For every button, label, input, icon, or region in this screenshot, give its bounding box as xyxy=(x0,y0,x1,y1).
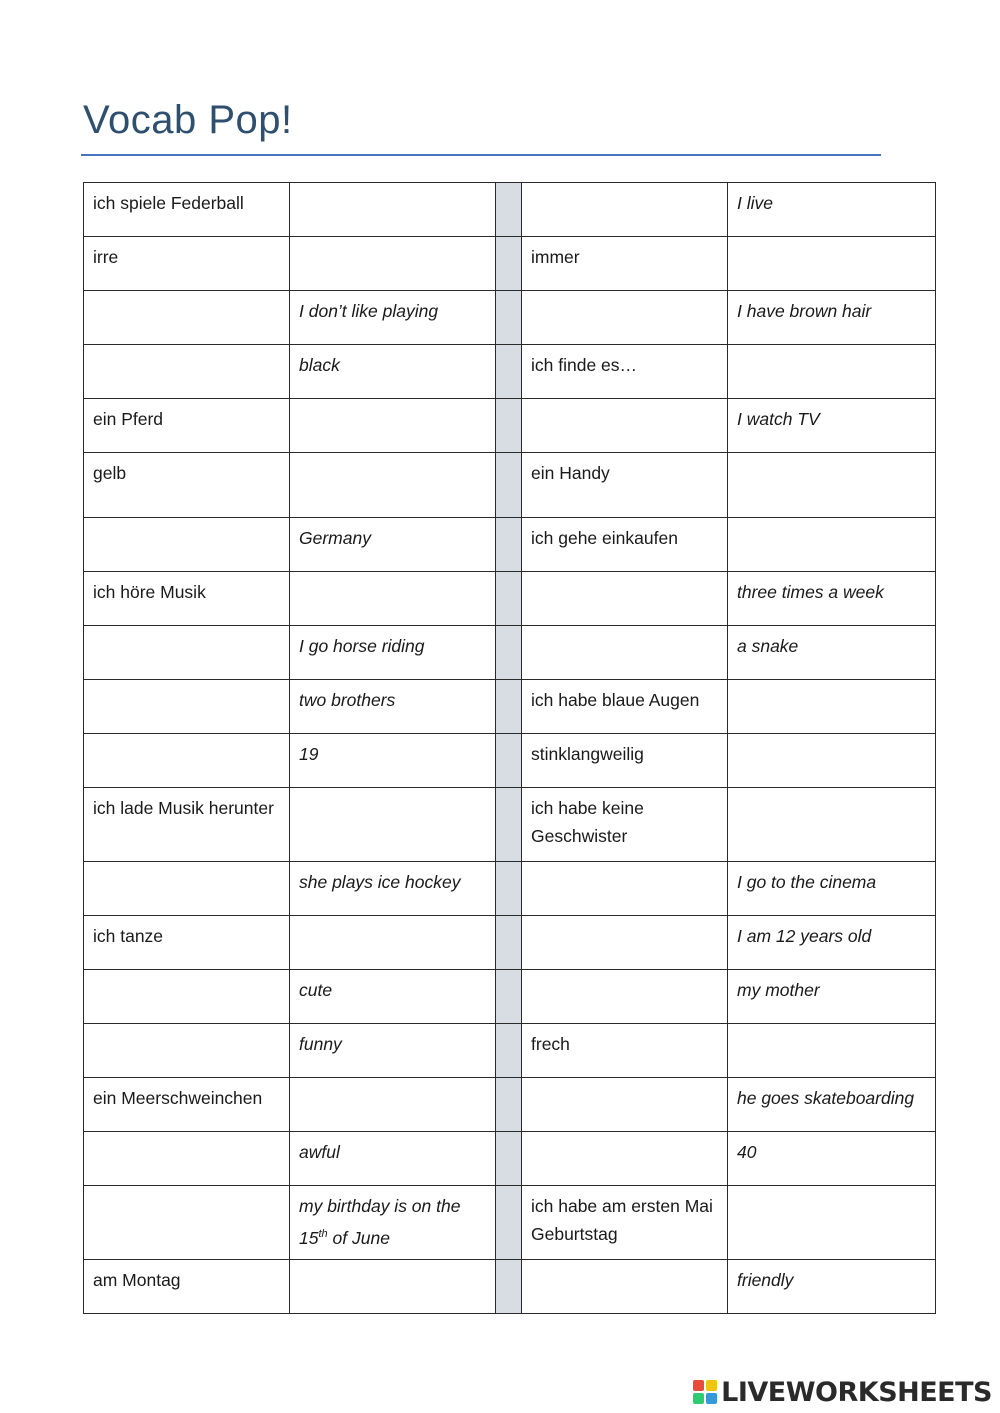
german-cell-left xyxy=(84,345,290,399)
divider-cell xyxy=(496,399,522,453)
cell-text: ein Pferd xyxy=(93,409,164,429)
english-cell-right xyxy=(728,788,936,862)
english-cell-left xyxy=(290,970,496,1024)
divider-cell xyxy=(496,291,522,345)
cell-text: stinklangweilig xyxy=(531,744,644,764)
table-row xyxy=(84,862,936,916)
german-cell-right xyxy=(522,626,728,680)
table-row xyxy=(84,572,936,626)
cell-text: funny xyxy=(299,1034,342,1054)
table-row xyxy=(84,399,936,453)
english-cell-right xyxy=(728,453,936,518)
english-cell-left xyxy=(290,1078,496,1132)
table-row xyxy=(84,237,936,291)
liveworksheets-logo xyxy=(693,1377,992,1407)
divider-cell xyxy=(496,626,522,680)
table-row xyxy=(84,345,936,399)
english-cell-left xyxy=(290,183,496,237)
divider-cell xyxy=(496,572,522,626)
divider-cell xyxy=(496,680,522,734)
english-cell-right xyxy=(728,1078,936,1132)
english-cell-left xyxy=(290,1186,496,1260)
table-row xyxy=(84,1078,936,1132)
german-cell-left xyxy=(84,572,290,626)
cell-text: friendly xyxy=(737,1270,794,1290)
german-cell-left xyxy=(84,237,290,291)
cell-text: she plays ice hockey xyxy=(299,872,461,892)
german-cell-right xyxy=(522,399,728,453)
german-cell-right xyxy=(522,788,728,862)
german-cell-left xyxy=(84,1260,290,1314)
german-cell-right xyxy=(522,237,728,291)
cell-text: ich höre Musik xyxy=(93,582,206,602)
english-cell-left xyxy=(290,237,496,291)
english-cell-left xyxy=(290,291,496,345)
cell-text: a snake xyxy=(737,636,799,656)
german-cell-right xyxy=(522,291,728,345)
german-cell-right xyxy=(522,1078,728,1132)
table-row xyxy=(84,680,936,734)
cell-text: I am 12 years old xyxy=(737,926,872,946)
ordinal-suffix: th xyxy=(318,1228,328,1240)
english-cell-right xyxy=(728,572,936,626)
cell-text: ich spiele Federball xyxy=(93,193,244,213)
german-cell-right xyxy=(522,916,728,970)
english-cell-left xyxy=(290,1132,496,1186)
cell-text: awful xyxy=(299,1142,340,1162)
cell-text: three times a week xyxy=(737,582,884,602)
english-cell-left xyxy=(290,916,496,970)
german-cell-right xyxy=(522,453,728,518)
english-cell-right xyxy=(728,291,936,345)
english-cell-right xyxy=(728,1186,936,1260)
divider-cell xyxy=(496,970,522,1024)
table-row xyxy=(84,453,936,518)
cell-text: two brothers xyxy=(299,690,396,710)
cell-text: am Montag xyxy=(93,1270,181,1290)
german-cell-right xyxy=(522,1186,728,1260)
cell-text-tail: of June xyxy=(327,1227,390,1248)
german-cell-left xyxy=(84,1186,290,1260)
title-underline xyxy=(81,154,881,156)
cell-text: ich gehe einkaufen xyxy=(531,528,678,548)
cell-text: my mother xyxy=(737,980,820,1000)
german-cell-left xyxy=(84,1078,290,1132)
cell-text: irre xyxy=(93,247,119,267)
divider-cell xyxy=(496,788,522,862)
table-row xyxy=(84,734,936,788)
german-cell-left xyxy=(84,518,290,572)
english-cell-right xyxy=(728,518,936,572)
cell-text: Germany xyxy=(299,528,371,548)
table-row xyxy=(84,970,936,1024)
cell-text: gelb xyxy=(93,463,127,483)
cell-text: ich tanze xyxy=(93,926,164,946)
cell-text: ein Meerschweinchen xyxy=(93,1088,263,1108)
german-cell-left xyxy=(84,916,290,970)
english-cell-right xyxy=(728,399,936,453)
divider-cell xyxy=(496,862,522,916)
german-cell-left xyxy=(84,970,290,1024)
logo-squares-icon xyxy=(693,1380,717,1404)
cell-text: ich finde es… xyxy=(531,355,638,375)
german-cell-right xyxy=(522,862,728,916)
english-cell-right xyxy=(728,916,936,970)
cell-text: my birthday is on the 15 xyxy=(299,1196,461,1248)
cell-text: ich lade Musik herunter xyxy=(93,798,274,818)
table-row xyxy=(84,518,936,572)
logo-square-green xyxy=(693,1393,704,1404)
cell-text: he goes skateboarding xyxy=(737,1088,915,1108)
german-cell-left xyxy=(84,291,290,345)
divider-cell xyxy=(496,518,522,572)
german-cell-right xyxy=(522,183,728,237)
logo-square-red xyxy=(693,1380,704,1391)
german-cell-right xyxy=(522,970,728,1024)
german-cell-left xyxy=(84,734,290,788)
cell-text: I have brown hair xyxy=(737,301,872,321)
english-cell-left xyxy=(290,572,496,626)
english-cell-right xyxy=(728,183,936,237)
divider-cell xyxy=(496,453,522,518)
german-cell-left xyxy=(84,626,290,680)
cell-text: ich habe blaue Augen xyxy=(531,690,700,710)
english-cell-left xyxy=(290,453,496,518)
german-cell-left xyxy=(84,1132,290,1186)
english-cell-left xyxy=(290,1024,496,1078)
cell-text: frech xyxy=(531,1034,570,1054)
english-cell-left xyxy=(290,680,496,734)
table-row xyxy=(84,626,936,680)
english-cell-right xyxy=(728,1260,936,1314)
table-row xyxy=(84,1024,936,1078)
english-cell-left xyxy=(290,518,496,572)
divider-cell xyxy=(496,916,522,970)
english-cell-left xyxy=(290,862,496,916)
logo-square-yellow xyxy=(706,1380,717,1391)
english-cell-right xyxy=(728,1132,936,1186)
german-cell-left xyxy=(84,1024,290,1078)
english-cell-left xyxy=(290,626,496,680)
divider-cell xyxy=(496,734,522,788)
german-cell-right xyxy=(522,1260,728,1314)
table-row xyxy=(84,1260,936,1314)
cell-text: I go to the cinema xyxy=(737,872,877,892)
english-cell-right xyxy=(728,345,936,399)
cell-text: I watch TV xyxy=(737,409,820,429)
cell-text: 40 xyxy=(737,1142,757,1162)
divider-cell xyxy=(496,1024,522,1078)
logo-square-blue xyxy=(706,1393,717,1404)
table-row xyxy=(84,183,936,237)
divider-cell xyxy=(496,345,522,399)
cell-text: I go horse riding xyxy=(299,636,425,656)
vocab-table xyxy=(83,182,936,1314)
divider-cell xyxy=(496,1078,522,1132)
cell-text: cute xyxy=(299,980,333,1000)
german-cell-right xyxy=(522,518,728,572)
cell-text: 19 xyxy=(299,744,319,764)
german-cell-right xyxy=(522,680,728,734)
divider-cell xyxy=(496,237,522,291)
cell-text: I live xyxy=(737,193,773,213)
logo-text: LIVEWORKSHEETS xyxy=(721,1376,992,1408)
cell-text: ich habe keine Geschwister xyxy=(531,798,644,846)
page-title: Vocab Pop! xyxy=(83,98,293,142)
english-cell-left xyxy=(290,734,496,788)
german-cell-right xyxy=(522,1024,728,1078)
table-row xyxy=(84,1186,936,1260)
english-cell-right xyxy=(728,626,936,680)
english-cell-right xyxy=(728,862,936,916)
cell-text: I don’t like playing xyxy=(299,301,439,321)
english-cell-left xyxy=(290,788,496,862)
german-cell-left xyxy=(84,183,290,237)
table-row xyxy=(84,291,936,345)
german-cell-right xyxy=(522,572,728,626)
german-cell-left xyxy=(84,680,290,734)
english-cell-right xyxy=(728,680,936,734)
divider-cell xyxy=(496,1260,522,1314)
table-row xyxy=(84,1132,936,1186)
divider-cell xyxy=(496,1186,522,1260)
german-cell-left xyxy=(84,453,290,518)
english-cell-left xyxy=(290,345,496,399)
english-cell-left xyxy=(290,1260,496,1314)
german-cell-right xyxy=(522,734,728,788)
german-cell-right xyxy=(522,1132,728,1186)
table-row xyxy=(84,916,936,970)
german-cell-right xyxy=(522,345,728,399)
cell-text: black xyxy=(299,355,340,375)
cell-text: ein Handy xyxy=(531,463,610,483)
table-row xyxy=(84,788,936,862)
cell-text: ich habe am ersten Mai Geburtstag xyxy=(531,1196,713,1244)
english-cell-right xyxy=(728,734,936,788)
cell-text: immer xyxy=(531,247,580,267)
english-cell-right xyxy=(728,237,936,291)
divider-cell xyxy=(496,1132,522,1186)
german-cell-left xyxy=(84,788,290,862)
divider-cell xyxy=(496,183,522,237)
english-cell-right xyxy=(728,970,936,1024)
english-cell-right xyxy=(728,1024,936,1078)
english-cell-left xyxy=(290,399,496,453)
german-cell-left xyxy=(84,399,290,453)
german-cell-left xyxy=(84,862,290,916)
